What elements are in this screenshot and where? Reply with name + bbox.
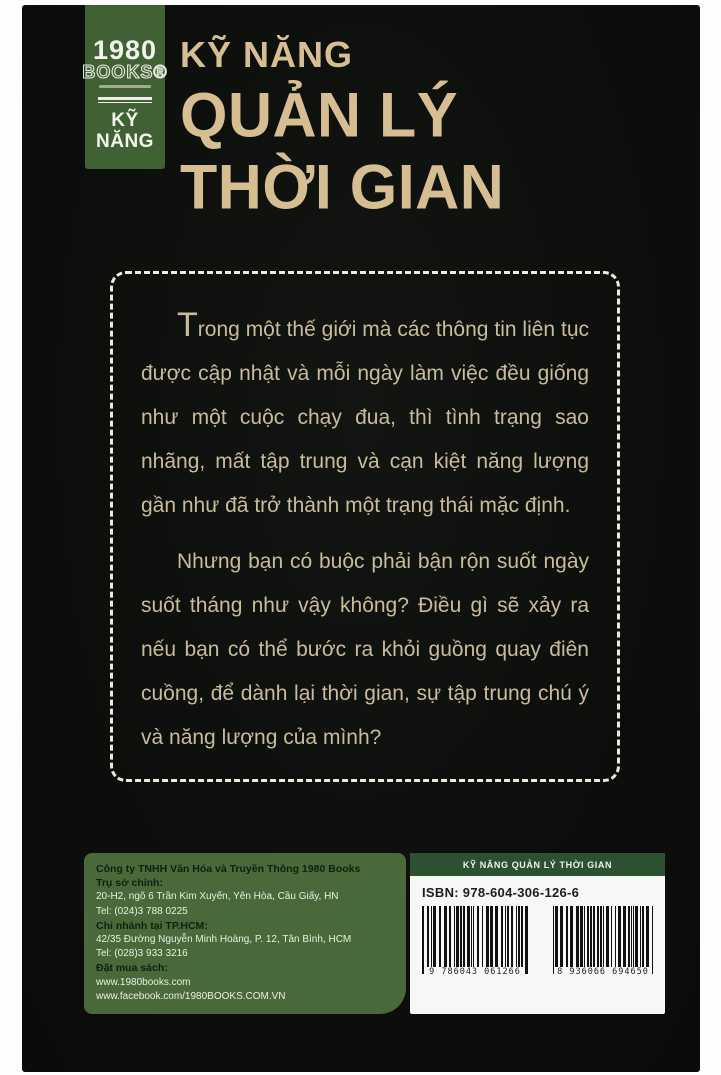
brand-tagline-bar bbox=[99, 85, 151, 88]
title-block bbox=[180, 33, 504, 221]
badge-divider bbox=[98, 97, 152, 103]
title-line-1: QUẢN LÝ bbox=[180, 79, 458, 150]
barcodes bbox=[410, 904, 665, 977]
publisher-text-line: 42/35 Đường Nguyễn Minh Hoàng, P. 12, Tân Bình, HCM bbox=[96, 934, 352, 946]
blurb-box bbox=[110, 271, 620, 782]
barcode-header-bar: KỸ NĂNG QUẢN LÝ THỜI GIAN bbox=[410, 853, 665, 878]
barcode-2 bbox=[553, 906, 653, 977]
brand-logo-books: BOOKS® bbox=[82, 62, 168, 82]
blurb-paragraph-1 bbox=[141, 308, 589, 528]
isbn-text: ISBN: 978-604-306-126-6 bbox=[422, 885, 580, 900]
barcode-panel bbox=[410, 853, 665, 1014]
brand-logo-1980: 1980 bbox=[92, 35, 158, 65]
title-line-2: THỜI GIAN bbox=[180, 151, 505, 222]
barcode-bars bbox=[553, 906, 653, 974]
barcode-bars bbox=[422, 906, 528, 974]
publisher-badge bbox=[82, 5, 168, 169]
barcode-digits: 8 936066 694650 bbox=[557, 967, 649, 977]
publisher-heading-line: Trụ sở chính: bbox=[96, 877, 163, 890]
blurb-drop-initial: T bbox=[177, 306, 198, 344]
barcode-digits: 9 786043 061266 bbox=[429, 967, 521, 977]
category-label-line1: KỸ bbox=[111, 110, 139, 131]
publisher-text-line: www.facebook.com/1980BOOKS.COM.VN bbox=[96, 990, 286, 1002]
publisher-heading-line: Đặt mua sách: bbox=[96, 962, 168, 975]
book-cover bbox=[22, 5, 700, 1072]
publisher-heading-line: Công ty TNHH Văn Hóa và Truyền Thông 1980 Books bbox=[96, 863, 361, 875]
publisher-text-line: 20-H2, ngõ 6 Trần Kim Xuyến, Yên Hòa, Cầu Giấy, HN bbox=[96, 891, 339, 903]
publisher-info-box bbox=[84, 853, 406, 1014]
publisher-text-line: Tel: (024)3 788 0225 bbox=[96, 905, 188, 917]
category-label-line2: NĂNG bbox=[96, 131, 154, 152]
publisher-text-line: Tel: (028)3 933 3216 bbox=[96, 948, 188, 960]
publisher-text-line: www.1980books.com bbox=[96, 976, 191, 988]
title-kicker: KỸ NĂNG bbox=[180, 34, 354, 75]
publisher-heading-line: Chi nhánh tại TP.HCM: bbox=[96, 919, 208, 932]
publisher-lines bbox=[96, 862, 394, 1004]
blurb-paragraph-1-text: rong một thế giới mà các thông tin liên tục được cập nhật và mỗi ngày làm việc đều giống như một cuộc chạy đua, thì tình trạng sao nhãng, mất tập trung và cạn kiệt năng lượng gần như đã trở thành một trạng thái mặc định. bbox=[141, 318, 589, 517]
blurb-paragraph-2: Nhưng bạn có buộc phải bận rộn suốt ngày suốt tháng như vậy không? Điều gì sẽ xảy ra nếu bạn có thể bước ra khỏi guồng quay điên cuồng, để dành lại thời gian, sự tập trung chú ý và năng lượng của mình? bbox=[141, 550, 589, 749]
barcode-1 bbox=[422, 906, 528, 977]
